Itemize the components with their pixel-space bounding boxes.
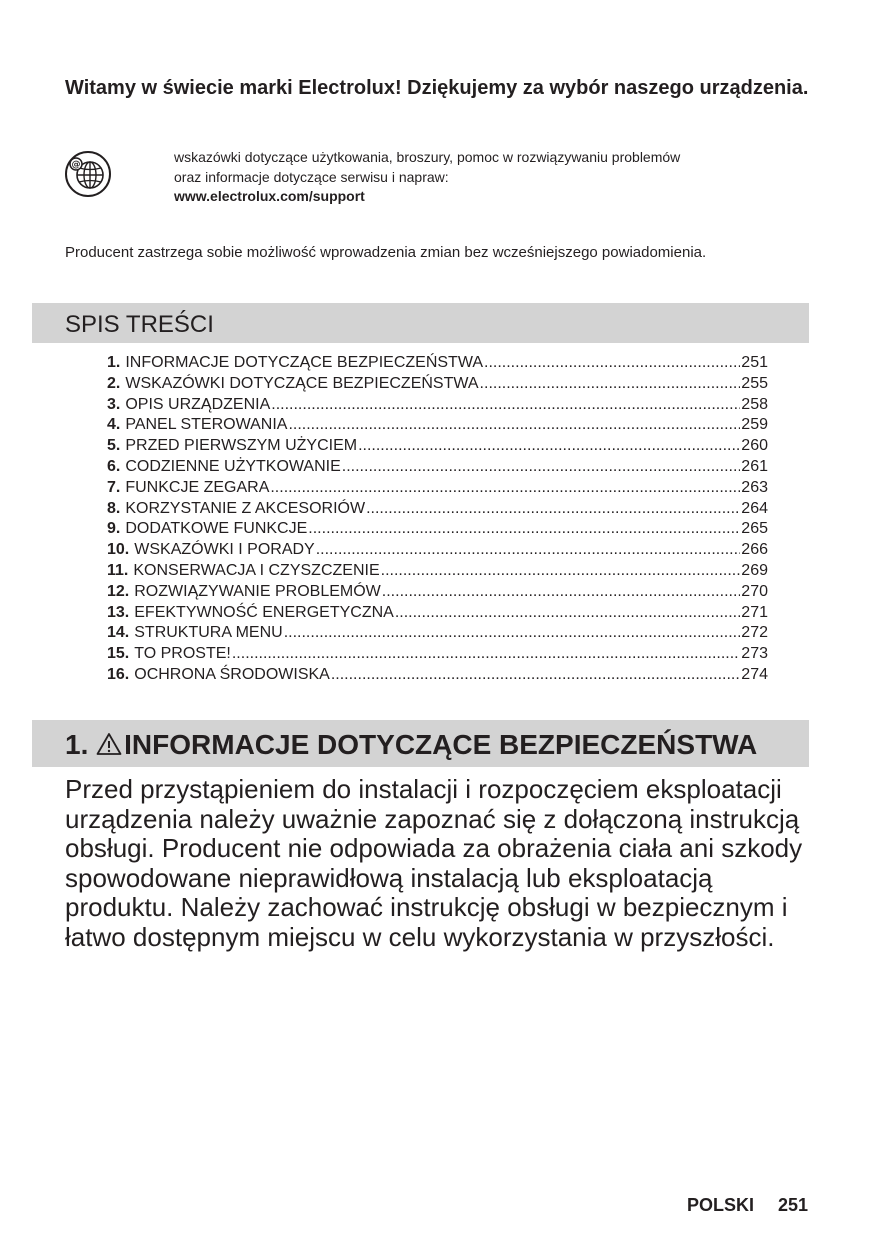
toc-dot-leader <box>366 499 740 520</box>
toc-dot-leader <box>288 415 740 436</box>
toc-entry-title: ROZWIĄZYWANIE PROBLEMÓW <box>134 582 381 600</box>
table-of-contents <box>107 353 768 686</box>
footer-page-number: 251 <box>777 1195 808 1215</box>
toc-entry-page: 261 <box>741 457 768 475</box>
toc-entry[interactable] <box>107 415 768 436</box>
globe-support-icon <box>64 150 112 198</box>
toc-entry-number: 10. <box>107 541 130 559</box>
disclaimer-text: Producent zastrzega sobie możliwość wprowadzenia zmian bez wcześniejszego powiadomienia. <box>65 244 707 261</box>
toc-entry-title: TO PROSTE! <box>134 645 231 663</box>
toc-entry-title: CODZIENNE UŻYTKOWANIE <box>125 457 341 475</box>
toc-entry-number: 9. <box>107 520 121 538</box>
toc-entry-number: 12. <box>107 582 130 600</box>
toc-entry-page: 258 <box>741 395 768 413</box>
toc-entry-page: 269 <box>741 561 768 579</box>
toc-entry-number: 16. <box>107 665 130 683</box>
toc-header-bar <box>32 303 809 343</box>
toc-entry-number: 2. <box>107 374 121 392</box>
toc-entry-page: 260 <box>741 437 768 455</box>
toc-entry[interactable] <box>107 603 768 624</box>
toc-entry-page: 255 <box>741 374 768 392</box>
support-line-2: oraz informacje dotyczące serwisu i napraw: <box>174 168 449 185</box>
toc-entry-number: 5. <box>107 437 121 455</box>
toc-dot-leader <box>395 603 740 624</box>
toc-entry[interactable] <box>107 561 768 582</box>
toc-entry-title: WSKAZÓWKI DOTYCZĄCE BEZPIECZEŃSTWA <box>125 374 479 392</box>
toc-entry-number: 1. <box>107 354 121 371</box>
toc-entry[interactable] <box>107 665 768 686</box>
toc-entry-page: 273 <box>741 645 768 663</box>
toc-entry-number: 8. <box>107 499 121 517</box>
toc-dot-leader <box>232 644 740 665</box>
toc-entry-number: 4. <box>107 416 121 434</box>
toc-entry[interactable] <box>107 457 768 478</box>
toc-dot-leader <box>270 478 740 499</box>
toc-heading: SPIS TREŚCI <box>65 311 214 338</box>
toc-dot-leader <box>480 374 741 395</box>
toc-entry[interactable] <box>107 519 768 540</box>
toc-dot-leader <box>308 519 740 540</box>
svg-text:@: @ <box>71 160 81 170</box>
toc-entry-title: DODATKOWE FUNKCJE <box>125 520 308 538</box>
toc-dot-leader <box>316 540 741 561</box>
toc-entry-page: 271 <box>741 603 768 621</box>
toc-entry-page: 259 <box>741 416 768 434</box>
toc-entry[interactable] <box>107 353 768 374</box>
toc-entry-title: STRUKTURA MENU <box>134 624 283 642</box>
toc-entry-title: PANEL STEROWANIA <box>125 416 288 434</box>
toc-entry-number: 14. <box>107 624 130 642</box>
toc-entry-title: EFEKTYWNOŚĆ ENERGETYCZNA <box>134 603 394 621</box>
toc-entry-number: 13. <box>107 603 130 621</box>
toc-entry-page: 264 <box>741 499 768 517</box>
toc-entry-title: OPIS URZĄDZENIA <box>125 395 271 413</box>
toc-entry-number: 3. <box>107 395 121 413</box>
toc-entry-title: FUNKCJE ZEGARA <box>125 478 270 496</box>
toc-entry[interactable] <box>107 540 768 561</box>
toc-entry[interactable] <box>107 582 768 603</box>
toc-entry-page: 272 <box>741 624 768 642</box>
toc-entry-number: 15. <box>107 645 130 663</box>
toc-entry-page: 266 <box>741 541 768 559</box>
welcome-heading: Witamy w świecie marki Electrolux! Dziękujemy za wybór naszego urządzenia. <box>65 77 809 99</box>
toc-entry-page: 251 <box>741 354 768 371</box>
toc-entry-title: INFORMACJE DOTYCZĄCE BEZPIECZEŃSTWA <box>125 354 483 371</box>
toc-entry-page: 265 <box>741 520 768 538</box>
toc-dot-leader <box>358 436 740 457</box>
section-1-header-bar <box>32 720 809 767</box>
support-line-1: wskazówki dotyczące użytkowania, broszury, pomoc w rozwiązywaniu problemów <box>174 149 681 165</box>
toc-entry-title: OCHRONA ŚRODOWISKA <box>134 665 330 683</box>
toc-dot-leader <box>284 623 741 644</box>
toc-dot-leader <box>382 582 741 603</box>
toc-entry[interactable] <box>107 644 768 665</box>
toc-entry-number: 6. <box>107 457 121 475</box>
support-info <box>174 148 814 207</box>
section-1-number: 1. <box>65 729 89 760</box>
warning-triangle-icon <box>96 730 122 754</box>
toc-entry[interactable] <box>107 374 768 395</box>
page-footer <box>687 1193 808 1217</box>
toc-dot-leader <box>342 457 741 478</box>
toc-entry-page: 274 <box>741 665 768 683</box>
toc-entry[interactable] <box>107 623 768 644</box>
toc-entry-number: 11. <box>107 561 129 579</box>
safety-intro-text: Przed przystąpieniem do instalacji i rozpoczęciem eksploatacji urządzenia należy uważnie zapoznać się z dołączoną instrukcją obsługi. Producent nie odpowiada za obrażenia ciała ani szkody spowodowane nieprawidłową instalacją lub eksploatacją produktu. Należy zachować instrukcję obsługi w bezpiecznym i łatwo dostępnym miejscu w celu wykorzystania w przyszłości. <box>65 774 803 952</box>
toc-entry-title: PRZED PIERWSZYM UŻYCIEM <box>125 437 358 455</box>
toc-dot-leader <box>381 561 741 582</box>
footer-language: POLSKI <box>686 1195 754 1215</box>
toc-entry[interactable] <box>107 436 768 457</box>
toc-entry-title: KONSERWACJA I CZYSZCZENIE <box>133 561 380 579</box>
section-1-title: INFORMACJE DOTYCZĄCE BEZPIECZEŃSTWA <box>124 729 758 760</box>
toc-entry-number: 7. <box>107 478 121 496</box>
support-url-link[interactable]: www.electrolux.com/support <box>174 188 365 204</box>
toc-entry-page: 263 <box>741 478 768 496</box>
toc-dot-leader <box>331 665 740 686</box>
section-1-heading <box>65 728 757 762</box>
toc-dot-leader <box>484 353 740 374</box>
toc-entry[interactable] <box>107 395 768 416</box>
toc-entry[interactable] <box>107 499 768 520</box>
toc-entry-page: 270 <box>741 582 768 600</box>
toc-entry[interactable] <box>107 478 768 499</box>
toc-dot-leader <box>271 395 740 416</box>
toc-entry-title: WSKAZÓWKI I PORADY <box>134 541 315 559</box>
toc-entry-title: KORZYSTANIE Z AKCESORIÓW <box>125 499 366 517</box>
